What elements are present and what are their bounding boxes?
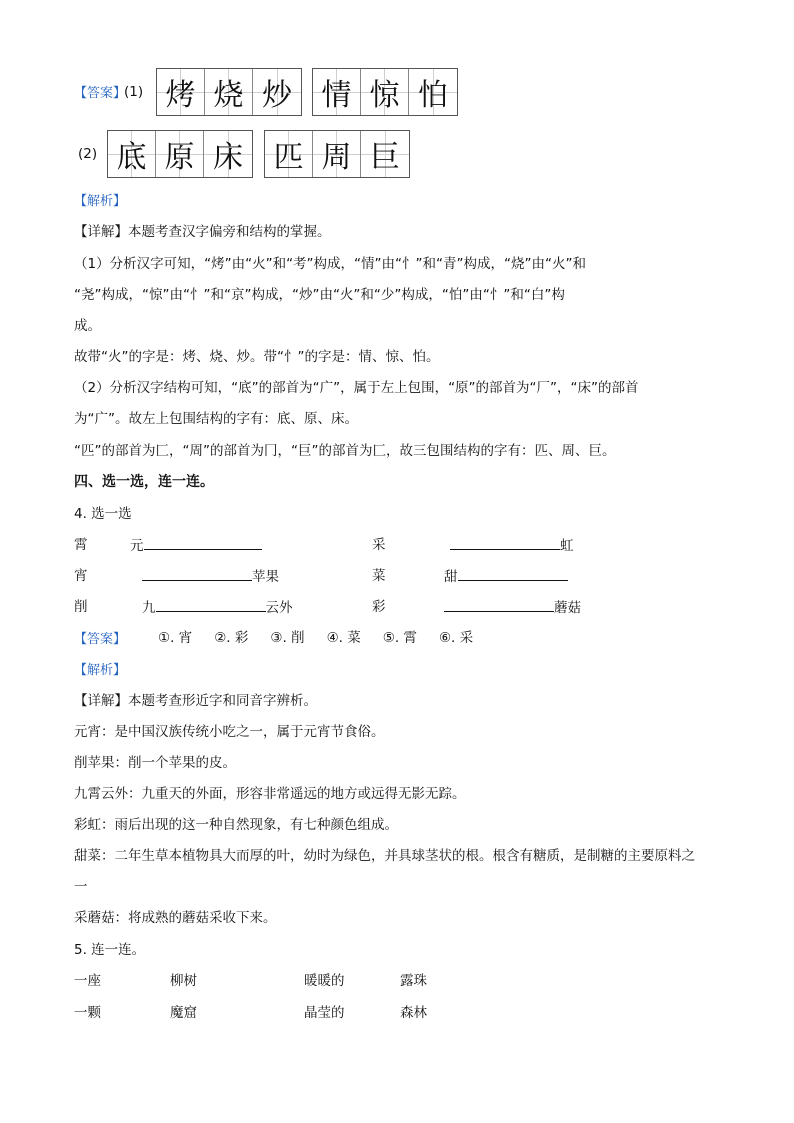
detail-line — [74, 691, 317, 711]
match-item[interactable]: 晶莹的 — [304, 1005, 345, 1021]
answer-item: ①. 宵 — [158, 630, 193, 646]
blank-6[interactable] — [444, 597, 554, 612]
char-grid-three-side — [264, 130, 410, 178]
char-cell: 炒 — [253, 69, 301, 115]
detail-text: 本题考查形近字和同音字辨析。 — [128, 693, 317, 709]
analysis-line: 彩虹：雨后出现的这一种自然现象，有七种颜色组成。 — [74, 817, 398, 833]
question-title: 5. 连一连。 — [74, 942, 146, 958]
match-item[interactable]: 一颗 — [74, 1005, 101, 1021]
detail-line — [74, 222, 331, 242]
blank-1[interactable] — [144, 535, 262, 550]
blank-3[interactable] — [156, 597, 266, 612]
char-cell: 周 — [313, 131, 361, 177]
answer-tag: 【答案】 — [74, 632, 127, 647]
choice-char: 宵 — [74, 568, 88, 584]
answer-item: ③. 削 — [270, 630, 305, 646]
answer-item: ②. 彩 — [214, 630, 249, 646]
analysis-line: （2）分析汉字结构可知，“底”的部首为“广”，属于左上包围，“原”的部首为“厂”，“床”的部首 — [74, 380, 639, 396]
char-cell: 匹 — [265, 131, 313, 177]
answer-tag: 【答案】 — [74, 86, 127, 101]
analysis-line: 一 — [74, 879, 88, 895]
choice-char: 彩 — [372, 599, 386, 615]
char-grid-heart — [312, 68, 458, 116]
match-item[interactable]: 魔窟 — [170, 1005, 197, 1021]
detail-tag: 【详解】 — [74, 224, 128, 240]
word-part: 苹果 — [142, 566, 279, 587]
analysis-line: 削苹果：削一个苹果的皮。 — [74, 755, 236, 771]
match-item[interactable]: 暖暖的 — [304, 973, 345, 989]
choice-char: 菜 — [372, 568, 386, 584]
answer-item: ⑤. 霄 — [382, 630, 417, 646]
char-cell: 烧 — [205, 69, 253, 115]
word-part: 元 — [130, 535, 262, 556]
choice-char: 采 — [372, 537, 386, 553]
match-item[interactable]: 一座 — [74, 973, 101, 989]
answer-list — [158, 628, 473, 648]
word-part: 甜 — [444, 566, 568, 587]
choice-char: 削 — [74, 599, 88, 615]
char-cell: 原 — [156, 131, 204, 177]
analysis-line: 甜菜：二年生草本植物具大而厚的叶，幼时为绿色，并具球茎状的根。根含有糖质，是制糖的主要原料之 — [74, 848, 695, 864]
word-part: 九 云外 — [142, 597, 293, 618]
char-cell: 烤 — [157, 69, 205, 115]
blank-5[interactable] — [458, 566, 568, 581]
analysis-line: （1）分析汉字可知，“烤”由“火”和“考”构成，“情”由“忄”和“青”构成，“烧”由“火”和 — [74, 256, 586, 272]
char-cell: 巨 — [361, 131, 409, 177]
match-item[interactable]: 森林 — [400, 1005, 427, 1021]
analysis-line: “匹”的部首为匚，“周”的部首为冂，“巨”的部首为匚，故三包围结构的字有：匹、周、巨。 — [74, 443, 616, 459]
detail-tag: 【详解】 — [74, 693, 128, 709]
blank-2[interactable] — [142, 566, 252, 581]
analysis-tag: 【解析】 — [74, 194, 127, 209]
char-cell: 底 — [108, 131, 156, 177]
answer-item: ④. 菜 — [326, 630, 361, 646]
match-item[interactable]: 柳树 — [170, 973, 197, 989]
analysis-line: 九霄云外：九重天的外面，形容非常遥远的地方或远得无影无踪。 — [74, 786, 466, 802]
match-item[interactable]: 露珠 — [400, 973, 427, 989]
char-cell: 情 — [313, 69, 361, 115]
answer-item: ⑥. 采 — [438, 630, 474, 646]
char-cell: 怕 — [409, 69, 457, 115]
analysis-line: “尧”构成，“惊”由“忄”和“京”构成，“炒”由“火”和“少”构成，“怕”由“忄”和“白”构 — [74, 287, 565, 303]
part2-label: (2) — [78, 146, 98, 162]
char-grid-upper-left — [107, 130, 253, 178]
analysis-line: 故带“火”的字是：烤、烧、炒。带“忄”的字是：情、惊、怕。 — [74, 349, 440, 365]
analysis-line: 采蘑菇：将成熟的蘑菇采收下来。 — [74, 910, 277, 926]
char-cell: 床 — [204, 131, 252, 177]
char-grid-fire — [156, 68, 302, 116]
analysis-line: 为“广”。故左上包围结构的字有：底、原、床。 — [74, 411, 358, 427]
section-heading: 四、选一选，连一连。 — [74, 474, 214, 490]
analysis-tag: 【解析】 — [74, 663, 127, 678]
char-cell: 惊 — [361, 69, 409, 115]
detail-text: 本题考查汉字偏旁和结构的掌握。 — [128, 224, 331, 240]
word-part: 蘑菇 — [444, 597, 581, 618]
analysis-line: 元宵：是中国汉族传统小吃之一，属于元宵节食俗。 — [74, 724, 385, 740]
analysis-line: 成。 — [74, 318, 101, 334]
blank-4[interactable] — [450, 535, 560, 550]
part1-label: (1) — [124, 84, 144, 100]
choice-char: 霄 — [74, 537, 88, 553]
question-title: 4. 选一选 — [74, 506, 132, 522]
word-part: 虹 — [450, 535, 574, 556]
